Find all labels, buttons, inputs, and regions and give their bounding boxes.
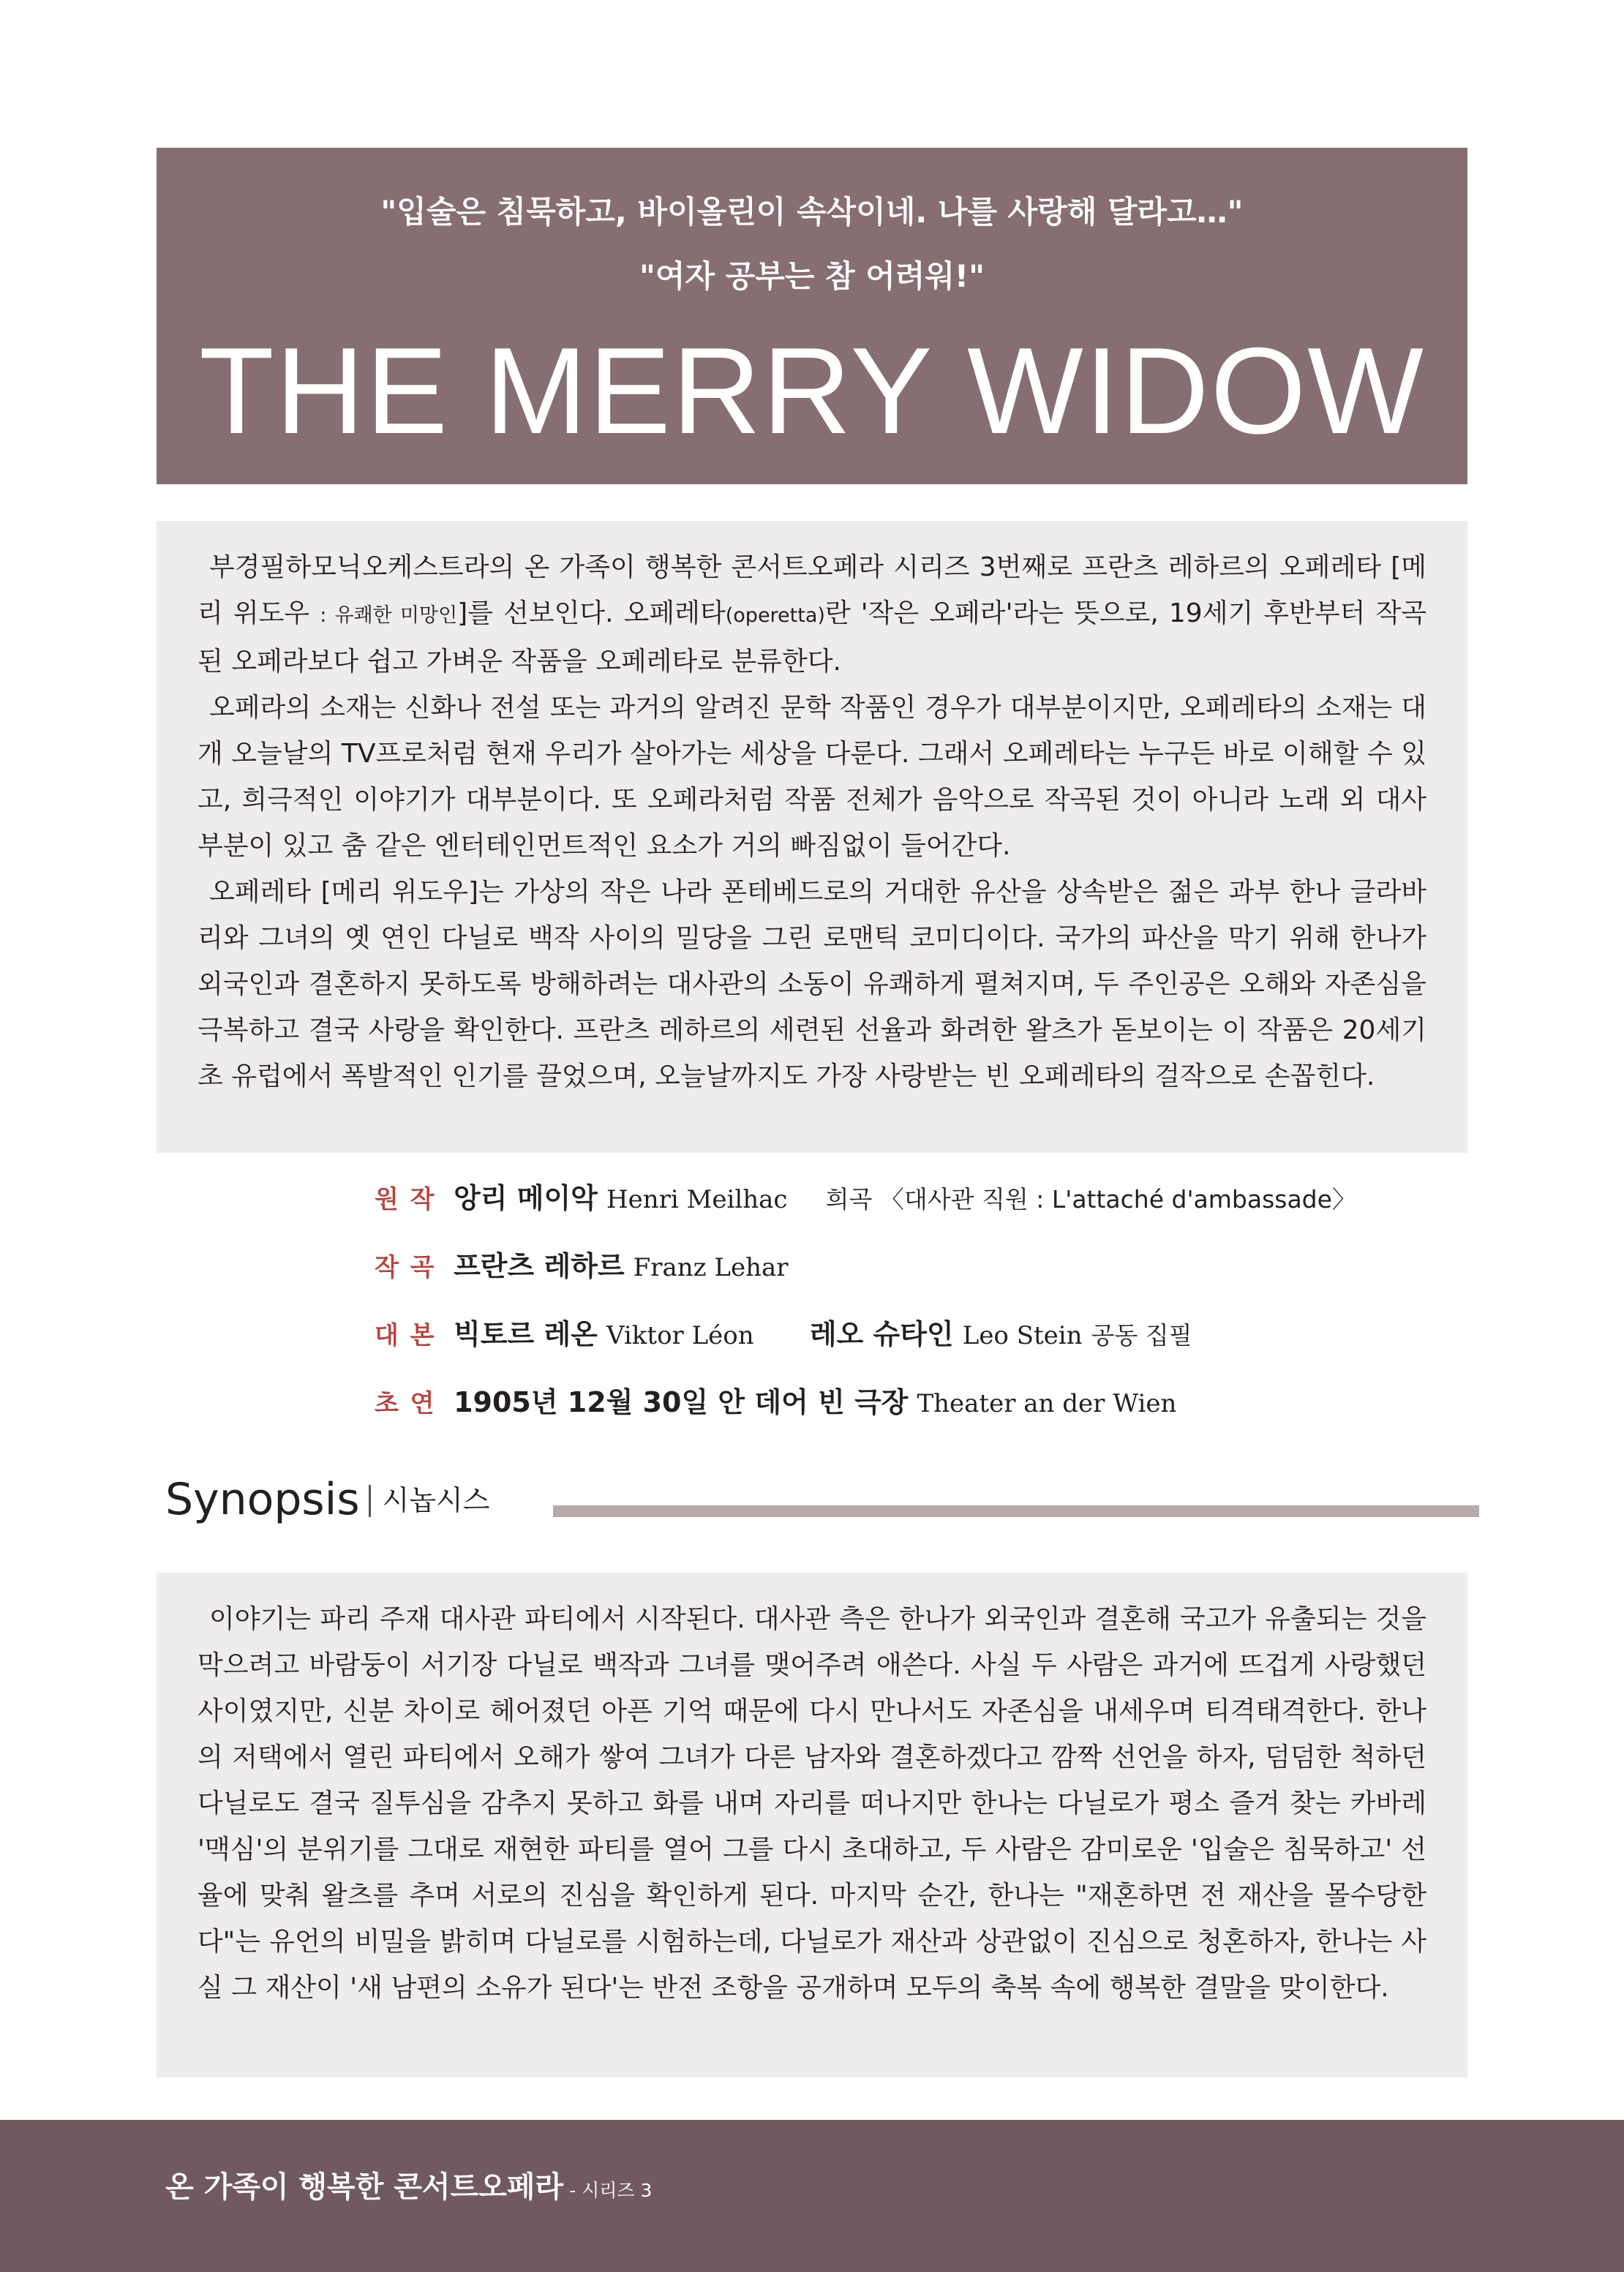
intro-paragraph-2: 오페라의 소재는 신화나 전설 또는 과거의 알려진 문학 작품인 경우가 대부분이지만, 오페레타의 소재는 대개 오늘날의 TV프로처럼 현재 우리가 살아가는 세상을 다룬다. 그래서 오페레타는 누구든 바로 이해할 수 있고, 희극적인 이야기가 대부분이다. 또 오페라처럼 작품 전체가 음악으로 작곡된 것이 아니라 노래 외 대사 부분이 있고 춤 같은 엔터테인먼트적인 요소가 거의 빠짐없이 들어간다. xyxy=(198,693,1426,861)
intro-p1-part-c: 란 '작은 오페라'라는 뜻으로, 19세기 후반부터 작곡된 오페라보다 쉽고 가벼운 작품을 오페레타로 분류한다. xyxy=(198,598,1427,677)
synopsis-text-box xyxy=(157,1573,1467,2077)
intro-text-box xyxy=(157,521,1467,1153)
credit-row-libretto xyxy=(375,1312,1472,1380)
credit-extra: 희곡 〈대사관 직원 : L'attaché d'ambassade〉 xyxy=(825,1185,1356,1214)
synopsis-heading-en: Synopsis xyxy=(165,1474,360,1525)
intro-p1-small-2: (operetta) xyxy=(725,604,825,627)
footer-text xyxy=(165,2164,652,2205)
intro-paragraph-1 xyxy=(198,544,1426,685)
footer-series-title: 온 가족이 행복한 콘서트오페라 xyxy=(165,2170,564,2204)
credits-list xyxy=(375,1176,1472,1448)
credit-extra: 공동 집필 xyxy=(1091,1321,1192,1350)
intro-p1-small-1: : 유쾌한 미망인 xyxy=(320,604,458,627)
credit-row-composer xyxy=(375,1244,1472,1312)
credit-name: 앙리 메이악 xyxy=(454,1182,598,1214)
intro-paragraph-3: 오페레타 [메리 위도우]는 가상의 작은 나라 폰테베드로의 거대한 유산을 상속받은 젊은 과부 한나 글라바리와 그녀의 옛 연인 다닐로 백작 사이의 밀당을 그린 로맨틱 코미디이다. 국가의 파산을 막기 위해 한나가 외국인과 결혼하지 못하도록 방해하려는 대사관의 소동이 유쾌하게 펼쳐지며, 두 주인공은 오해와 자존심을 극복하고 결국 사랑을 확인한다. 프란츠 레하르의 세련된 선율과 화려한 왈츠가 돋보이는 이 작품은 20세기 초 유럽에서 폭발적인 인기를 끌었으며, 오늘날까지도 가장 사랑받는 빈 오페레타의 걸작으로 손꼽힌다. xyxy=(198,877,1426,1091)
quote-line-2: "여자 공부는 참 어려워!" xyxy=(639,258,985,294)
intro-p1-part-b: ]를 선보인다. 오페레타 xyxy=(457,598,726,628)
synopsis-heading xyxy=(165,1470,489,1529)
footer-bar xyxy=(0,2120,1624,2272)
credit-label: 작 곡 xyxy=(375,1253,436,1282)
intro-p1-part-a: 부경필하모닉오케스트라의 온 가족이 행복한 콘서트오페라 시리즈 3번째로 프란츠 레하르의 오페레타 [메리 위도우 xyxy=(198,552,1426,628)
credit-label: 원 작 xyxy=(375,1185,436,1214)
page-title: THE MERRY WIDOW xyxy=(199,322,1425,459)
credit-name-en: Theater an der Wien xyxy=(917,1389,1177,1418)
synopsis-paragraph: 이야기는 파리 주재 대사관 파티에서 시작된다. 대사관 측은 한나가 외국인과 결혼해 국고가 유출되는 것을 막으려고 바람둥이 서기장 다닐로 백작과 그녀를 맺어주려 애쓴다. 사실 두 사람은 과거에 뜨겁게 사랑했던 사이였지만, 신분 차이로 헤어졌던 아픈 기억 때문에 다시 만나서도 자존심을 내세우며 티격태격한다. 한나의 저택에서 열린 파티에서 오해가 쌓여 그녀가 다른 남자와 결혼하겠다고 깜짝 선언을 하자, 덤덤한 척하던 다닐로도 결국 질투심을 감추지 못하고 화를 내며 자리를 떠나지만 한나는 다닐로가 평소 즐겨 찾는 카바레 '맥심'의 분위기를 그대로 재현한 파티를 열어 그를 다시 초대하고, 두 사람은 감미로운 '입술은 침묵하고' 선율에 맞춰 왈츠를 추며 서로의 진심을 확인하게 된다. 마지막 순간, 한나는 "재혼하면 전 재산을 몰수당한다"는 유언의 비밀을 밝히며 다닐로를 시험하는데, 다닐로가 재산과 상관없이 진심으로 청혼하자, 한나는 사실 그 재산이 '새 남편의 소유가 된다'는 반전 조항을 공개하며 모두의 축복 속에 행복한 결말을 맞이한다. xyxy=(198,1604,1426,2003)
credit-name: 1905년 12월 30일 안 데어 빈 극장 xyxy=(454,1386,909,1418)
footer-series-number: - 시리즈 3 xyxy=(569,2180,653,2201)
credit-name-2-en: Leo Stein xyxy=(962,1321,1083,1350)
credit-name-en: Franz Lehar xyxy=(633,1253,789,1282)
synopsis-heading-ko: 시놉시스 xyxy=(382,1484,490,1516)
credit-name: 프란츠 레하르 xyxy=(454,1250,625,1282)
credit-row-original xyxy=(375,1176,1472,1244)
credit-name-2: 레오 슈타인 xyxy=(809,1318,954,1350)
synopsis-divider-bar xyxy=(553,1505,1479,1517)
credit-name: 빅토르 레온 xyxy=(454,1318,598,1350)
credit-row-premiere xyxy=(375,1380,1472,1448)
synopsis-heading-divider xyxy=(369,1485,371,1517)
credit-label: 초 연 xyxy=(375,1389,436,1418)
title-banner xyxy=(157,148,1467,484)
credit-label: 대 본 xyxy=(375,1321,436,1350)
quote-line-1: "입술은 침묵하고, 바이올린이 속삭이네. 나를 사랑해 달라고…" xyxy=(380,194,1244,230)
credit-name-en: Viktor Léon xyxy=(606,1321,754,1350)
credit-name-en: Henri Meilhac xyxy=(606,1185,788,1214)
